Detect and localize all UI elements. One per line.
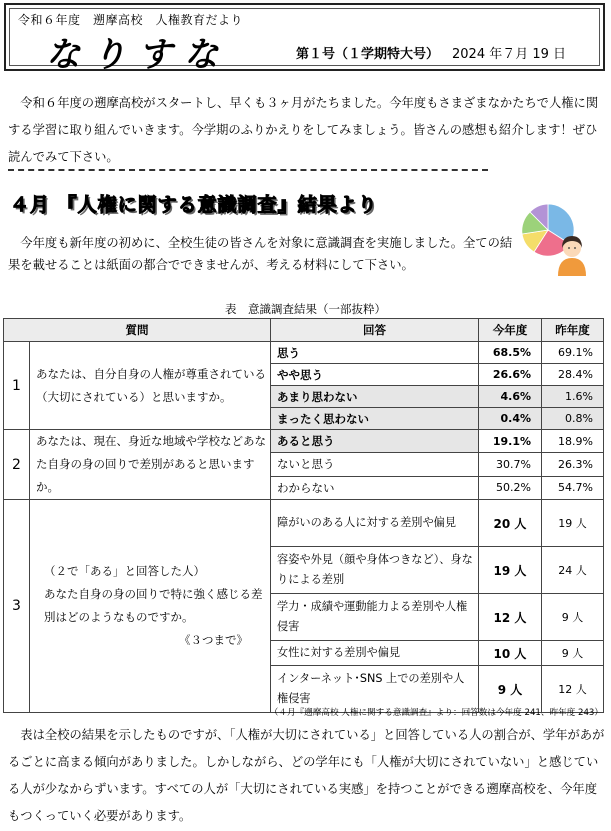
- answer-label: インターネット･SNS 上での差別や人権侵害: [271, 666, 479, 713]
- answer-label: あまり思わない: [271, 386, 479, 408]
- table-row: [4, 342, 604, 364]
- question-number: 3: [4, 500, 30, 713]
- this-year-value: 19.1%: [479, 430, 542, 453]
- this-year-value: 68.5%: [479, 342, 542, 364]
- question-number: 2: [4, 430, 30, 500]
- this-year-value: 26.6%: [479, 364, 542, 386]
- last-year-value: 24 人: [542, 547, 604, 594]
- answer-label: まったく思わない: [271, 408, 479, 430]
- table-row: [4, 430, 604, 453]
- question-text: あなたは、現在、身近な地域や学校などあなた自身の身の回りで差別があると思いますか。: [30, 430, 271, 500]
- answer-label: あると思う: [271, 430, 479, 453]
- survey-illustration: [510, 200, 586, 276]
- header-this-year: 今年度: [479, 319, 542, 342]
- table-row: [4, 500, 604, 547]
- header-last-year: 昨年度: [542, 319, 604, 342]
- table-source-note: （４月『遡摩高校 人権に関する意識調査』より：回答数は今年度 241、昨年度 243）: [269, 708, 603, 718]
- last-year-value: 69.1%: [542, 342, 604, 364]
- issue-number: 第１号（１学期特大号）: [296, 47, 440, 62]
- issue-date: 2024 年７月 19 日: [452, 47, 567, 62]
- section-title: ４月 『人権に関する意識調査』結果より: [10, 194, 378, 216]
- last-year-value: 9 人: [542, 641, 604, 666]
- answer-label: ないと思う: [271, 453, 479, 476]
- answer-label: 学力・成績や運動能力よる差別や人権侵害: [271, 594, 479, 641]
- last-year-value: 26.3%: [542, 453, 604, 476]
- header-answer: 回答: [271, 319, 479, 342]
- question-text: [30, 500, 271, 713]
- closing-paragraph: 表は全校の結果を示したものですが、「人権が大切にされている」と回答している人の割合が、学年があがるごとに高まる傾向がありました。しかしながら、どの学年にも「人権が大切にされていない」と感じている人が少なからずいます。すべての人が「大切にされている実感」を持つことができる遡摩高校を、今年度もつくっていく必要があります。: [8, 728, 605, 823]
- this-year-value: 30.7%: [479, 453, 542, 476]
- dashed-divider: [8, 169, 488, 171]
- last-year-value: 0.8%: [542, 408, 604, 430]
- this-year-value: 0.4%: [479, 408, 542, 430]
- answer-label: やや思う: [271, 364, 479, 386]
- this-year-value: 9 人: [479, 666, 542, 713]
- answer-label: 障がいのある人に対する差別や偏見: [271, 500, 479, 547]
- table-caption: 表 意識調査結果（一部抜粋）: [225, 302, 386, 316]
- question-number: 1: [4, 342, 30, 430]
- question-qualifier: （２で「ある」と回答した人）: [44, 564, 205, 578]
- table-header-row: [4, 319, 604, 342]
- last-year-value: 18.9%: [542, 430, 604, 453]
- survey-results-table: [3, 318, 604, 713]
- last-year-value: 54.7%: [542, 476, 604, 499]
- section-lead: 今年度も新年度の初めに、全校生徒の皆さんを対象に意識調査を実施しました。全ての結果を載せることは紙面の都合でできませんが、考える材料にして下さい。: [8, 236, 513, 272]
- masthead: [4, 3, 605, 75]
- this-year-value: 10 人: [479, 641, 542, 666]
- masthead-subtitle: 令和６年度 遡摩高校 人権教育だより: [18, 13, 244, 27]
- answer-label: わからない: [271, 476, 479, 499]
- question-limit: 《３つまで》: [179, 633, 248, 647]
- this-year-value: 12 人: [479, 594, 542, 641]
- last-year-value: 28.4%: [542, 364, 604, 386]
- intro-paragraph: 令和６年度の遡摩高校がスタートし、早くも３ヶ月がたちました。今年度もさまざまなかたちで人権に関する学習に取り組んでいきます。今学期のふりかえりをしてみましょう。皆さんの感想も紹介します！ぜひ読んでみて下さい。: [8, 96, 599, 164]
- this-year-value: 19 人: [479, 547, 542, 594]
- question-body: あなた自身の身の回りで特に強く感じる差別はどのようなものですか。: [44, 587, 263, 624]
- answer-label: 思う: [271, 342, 479, 364]
- answer-label: 女性に対する差別や偏見: [271, 641, 479, 666]
- this-year-value: 4.6%: [479, 386, 542, 408]
- question-text: あなたは、自分自身の人権が尊重されている（大切にされている）と思いますか。: [30, 342, 271, 430]
- answer-label: 容姿や外見（顔や身体つきなど）、身なりによる差別: [271, 547, 479, 594]
- last-year-value: 19 人: [542, 500, 604, 547]
- last-year-value: 1.6%: [542, 386, 604, 408]
- header-question: 質問: [4, 319, 271, 342]
- this-year-value: 20 人: [479, 500, 542, 547]
- this-year-value: 50.2%: [479, 476, 542, 499]
- last-year-value: 9 人: [542, 594, 604, 641]
- last-year-value: 12 人: [542, 666, 604, 713]
- newsletter-title: なりすな: [46, 35, 230, 75]
